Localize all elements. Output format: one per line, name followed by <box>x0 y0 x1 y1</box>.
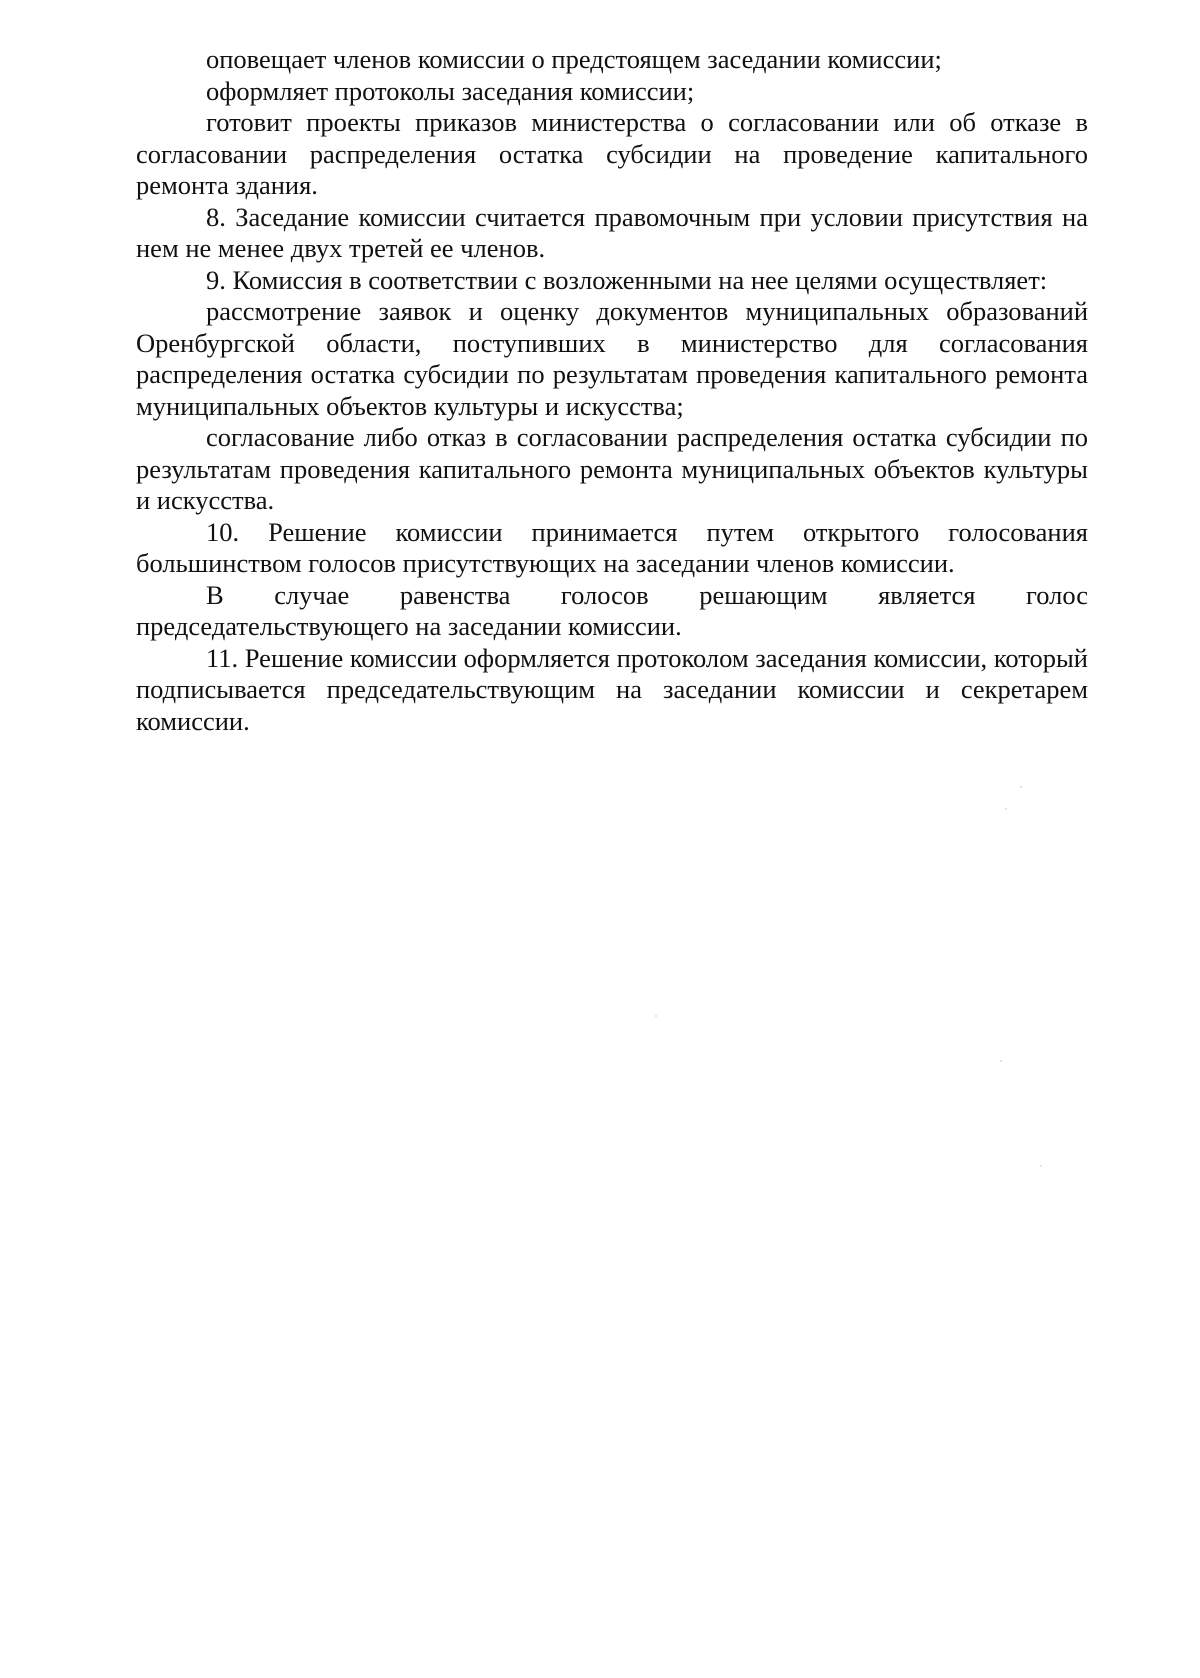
paragraph-decision-voting: 10. Решение комиссии принимается путем открытого голосования большинством голосов присутствующих на заседании членов комиссии. <box>136 516 1088 578</box>
scan-artifact <box>1005 808 1007 810</box>
paragraph-notify-members: оповещает членов комиссии о предстоящем заседании комиссии; <box>206 44 942 74</box>
paragraph-approval-refusal: согласование либо отказ в согласовании распределения остатка субсидии по результатам проведения капитального ремонта муниципальных объектов культуры и искусства. <box>136 422 1088 515</box>
paragraph-decision-protocol: 11. Решение комиссии оформляется протоколом заседания комиссии, который подписывается председательствующим на заседании комиссии и секретарем комиссии. <box>136 642 1088 736</box>
paragraph-commission-duties: 9. Комиссия в соответствии с возложенными на нее целями осуществляет: <box>206 264 1048 295</box>
paragraph-draft-orders: готовит проекты приказов министерства о согласовании или об отказе в согласовании распределения остатка субсидии на проведение капитального ремонта здания. <box>136 107 1088 200</box>
document-body <box>136 44 1088 737</box>
paragraph-tie-vote: В случае равенства голосов решающим является голос председательствующего на заседании комиссии. <box>136 579 1088 641</box>
paragraph-review-applications: рассмотрение заявок и оценку документов муниципальных образований Оренбургской области, поступивших в министерство для согласования распределения остатка субсидии по результатам проведения капитального ремонта муниципальных объектов культуры и искусства; <box>136 296 1088 421</box>
scan-artifact <box>1020 786 1022 788</box>
scan-artifact <box>1000 1060 1002 1062</box>
paragraph-protocols: оформляет протоколы заседания комиссии; <box>206 75 695 106</box>
scan-artifact <box>655 1015 657 1017</box>
scan-artifact <box>1040 1165 1042 1167</box>
paragraph-quorum: 8. Заседание комиссии считается правомочным при условии присутствия на нем не менее двух третей ее членов. <box>136 201 1088 263</box>
